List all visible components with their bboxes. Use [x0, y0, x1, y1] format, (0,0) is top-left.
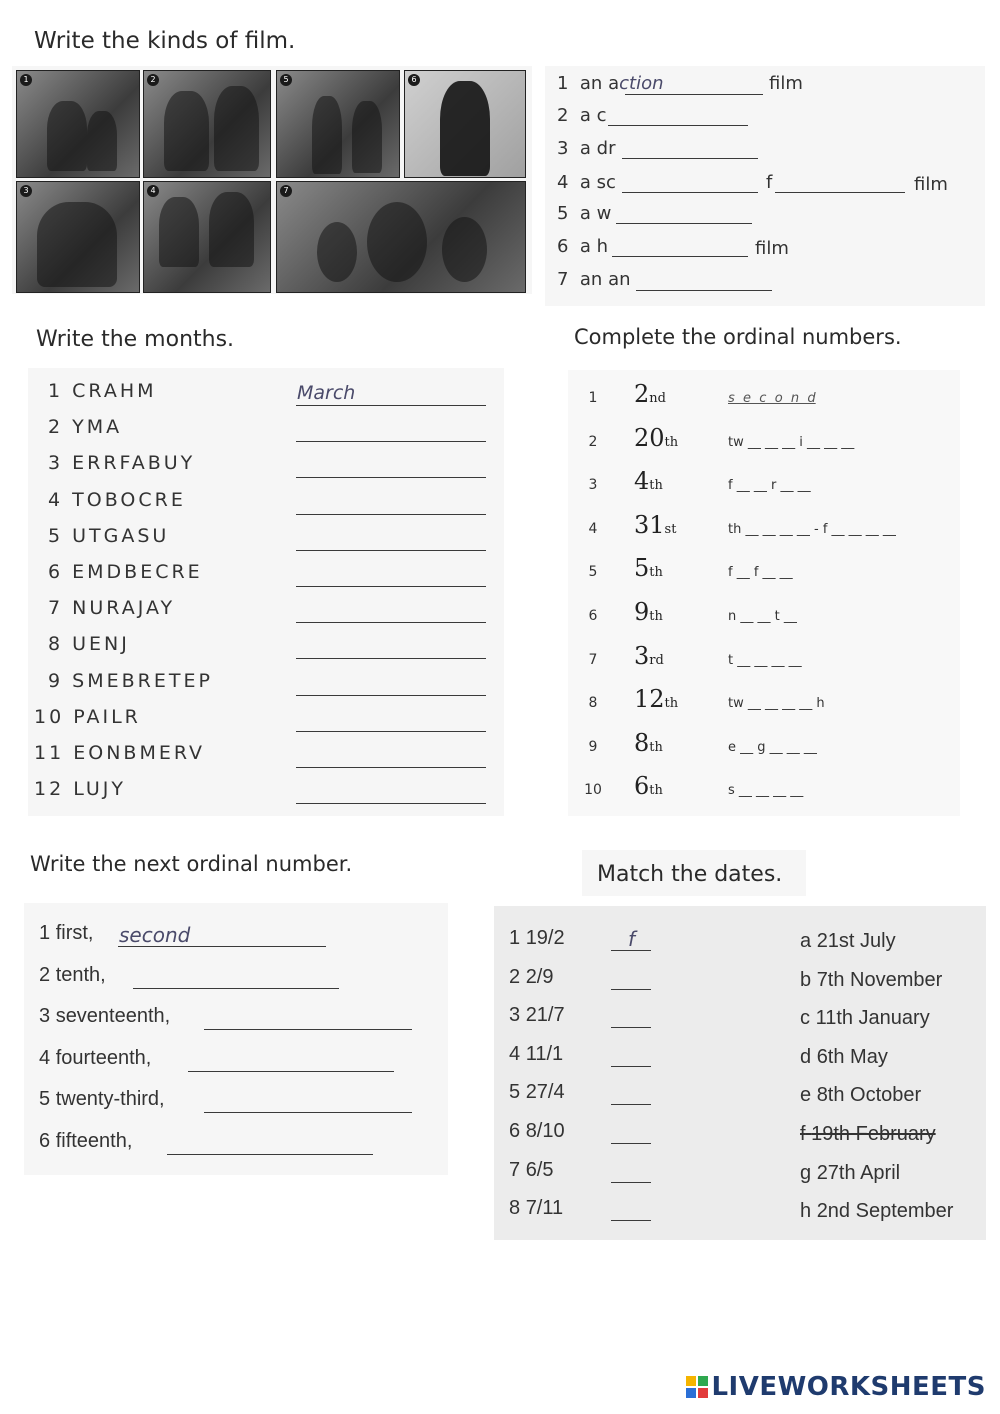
film-photo-6	[404, 70, 526, 178]
answer-line[interactable]	[775, 192, 905, 193]
month-answer-line[interactable]	[296, 477, 486, 478]
item-number: 8	[509, 1197, 521, 1220]
item-number: 7	[48, 597, 64, 620]
ordinal-letter-pattern[interactable]: tw __ __ __ i __ __ __	[728, 434, 855, 450]
ordinal-number	[634, 642, 664, 670]
ordinal-index: 5	[588, 564, 598, 581]
ordinal-letter-pattern[interactable]: s e c o n d	[728, 391, 816, 406]
next-ordinal-item	[39, 1005, 170, 1028]
month-answer-line[interactable]	[296, 731, 486, 732]
date-value: 7/11	[525, 1197, 564, 1220]
item-prefix: a sc	[579, 172, 616, 193]
ordinal-word: tenth,	[55, 963, 106, 986]
item-number: 2	[48, 416, 64, 439]
month-item	[34, 778, 126, 800]
ordinal-index: 1	[588, 390, 598, 406]
date-option	[800, 1200, 953, 1223]
item-number: 3	[557, 138, 569, 159]
date-value: 11/1	[525, 1042, 564, 1065]
months-section-title: Write the months.	[36, 327, 235, 352]
photo-number: 4	[147, 185, 159, 197]
option-text: 8th October	[816, 1084, 922, 1107]
film-photo-1	[16, 70, 140, 178]
ordinal-number	[634, 467, 663, 495]
ordinal-index: 7	[588, 651, 598, 668]
date-value: 2/9	[525, 965, 554, 988]
ordinal-word: seventeenth,	[55, 1005, 171, 1028]
film-item-6	[557, 236, 608, 257]
item-number: 3	[39, 1005, 51, 1028]
item-prefix: a c	[579, 105, 607, 126]
ordinal-number	[634, 380, 666, 408]
item-number: 4	[39, 1046, 51, 1069]
ordinal-letter-pattern[interactable]: n __ __ t __	[728, 609, 797, 624]
ordinal-letter-pattern[interactable]: tw __ __ __ __ h	[728, 696, 825, 712]
scrambled-letters: SMEBRETEP	[72, 669, 213, 692]
month-answer-line[interactable]	[296, 586, 486, 587]
month-item	[48, 380, 157, 402]
ordinal-suffix: th	[664, 696, 679, 712]
month-answer-line[interactable]	[296, 803, 486, 804]
film-item-1-suffix: film	[769, 73, 803, 94]
answer-line[interactable]	[622, 192, 758, 193]
item-number: 7	[509, 1158, 521, 1181]
item-prefix: a dr	[579, 138, 616, 159]
date-value: 27/4	[525, 1081, 565, 1104]
item-answer[interactable]: ction	[619, 73, 664, 94]
scrambled-letters: EMDBECRE	[72, 561, 203, 583]
photo-number: 1	[20, 74, 32, 86]
option-text: 19th February	[811, 1123, 936, 1145]
answer-line[interactable]	[636, 290, 772, 291]
ordinal-letter-pattern[interactable]: th __ __ __ __ - f __ __ __ __	[728, 521, 896, 537]
date-item	[509, 966, 554, 989]
film-photo-7	[276, 181, 526, 293]
ordinal-index: 10	[584, 782, 602, 799]
film-photo-3	[16, 181, 140, 293]
month-item	[48, 597, 175, 619]
film-item-2	[557, 105, 607, 126]
item-number: 4	[509, 1042, 521, 1065]
item-number: 9	[48, 669, 64, 692]
item-number: 5	[557, 203, 569, 224]
item-number: 10	[34, 705, 65, 728]
liveworksheets-logo	[686, 1372, 986, 1402]
month-answer-line[interactable]	[296, 514, 486, 515]
date-answer-line[interactable]	[611, 1220, 651, 1221]
item-number: 1	[509, 927, 521, 949]
ordinal-word: fifteenth,	[55, 1130, 133, 1152]
film-item-4-middle: f	[766, 172, 773, 193]
ordinal-suffix: th	[649, 478, 663, 494]
item-number: 1	[48, 380, 64, 402]
ordinal-digits: 31	[634, 510, 665, 539]
date-answer-line[interactable]	[611, 989, 651, 990]
ordinal-suffix: nd	[649, 391, 666, 406]
logo-text: LIVEWORKSHEETS	[711, 1372, 986, 1402]
item-number: 6	[557, 236, 569, 257]
ordinal-index: 3	[588, 477, 598, 494]
film-item-1	[557, 73, 664, 94]
item-number: 2	[39, 963, 51, 986]
option-letter: f	[800, 1123, 806, 1145]
next-ordinal-item	[39, 964, 106, 987]
item-number: 6	[509, 1120, 521, 1142]
date-value: 6/5	[525, 1158, 554, 1181]
date-item	[509, 1120, 565, 1143]
ordinal-digits: 20	[634, 423, 665, 452]
next-answer-line[interactable]	[133, 988, 339, 989]
option-text: 21st July	[816, 930, 896, 952]
next-ordinal-item	[39, 1047, 151, 1070]
ordinal-word: first,	[55, 922, 94, 944]
month-item	[48, 561, 203, 583]
film-section-title: Write the kinds of film.	[34, 28, 296, 54]
ordinal-suffix: th	[649, 609, 663, 624]
figure-shape	[37, 202, 117, 287]
date-value: 8/10	[525, 1120, 565, 1142]
date-option	[800, 969, 942, 992]
ordinal-index: 9	[588, 738, 598, 755]
ordinal-index: 2	[588, 433, 598, 450]
ordinal-index: 6	[588, 608, 598, 624]
month-item	[48, 670, 213, 692]
answer-line[interactable]	[625, 94, 763, 95]
month-answer-line[interactable]	[296, 441, 486, 442]
ordinal-letter-pattern[interactable]: f __ f __ __	[728, 565, 793, 581]
scrambled-letters: NURAJAY	[72, 597, 176, 620]
date-option	[800, 1007, 930, 1030]
month-answer-line[interactable]	[296, 695, 486, 696]
film-item-3	[557, 138, 615, 159]
date-item	[509, 1004, 565, 1027]
item-number: 2	[557, 105, 569, 126]
date-value: 21/7	[525, 1004, 565, 1027]
date-option	[800, 1123, 936, 1146]
ordinal-index: 8	[588, 695, 598, 712]
ordinal-suffix: th	[649, 739, 663, 755]
film-item-5	[557, 203, 611, 224]
ordinal-digits: 12	[634, 685, 665, 714]
next-ordinal-item	[39, 1130, 132, 1153]
ordinal-letter-pattern[interactable]: t __ __ __ __	[728, 652, 802, 668]
answer-line[interactable]	[616, 223, 752, 224]
date-option	[800, 1046, 888, 1069]
next-answer-line[interactable]	[188, 1071, 394, 1072]
photo-number: 7	[280, 185, 292, 197]
month-item	[34, 742, 205, 764]
month-item	[48, 452, 195, 474]
month-item	[48, 416, 122, 438]
item-number: 4	[557, 172, 569, 193]
ordinals-section-title: Complete the ordinal numbers.	[574, 325, 902, 349]
film-item-4	[557, 172, 616, 193]
next-answer-line[interactable]	[204, 1112, 412, 1113]
item-number: 5	[509, 1081, 521, 1104]
item-prefix: an a	[579, 73, 620, 94]
item-prefix: a w	[579, 203, 612, 224]
figure-shape	[209, 192, 254, 267]
answer-line[interactable]	[612, 256, 748, 257]
ordinal-suffix: th	[649, 783, 663, 799]
month-answer-line[interactable]	[296, 405, 486, 406]
ordinal-letter-pattern[interactable]: f __ __ r __ __	[728, 478, 811, 494]
date-item	[509, 1159, 554, 1182]
month-item	[34, 706, 141, 728]
next-answer-line[interactable]	[167, 1154, 373, 1155]
option-text: 2nd September	[816, 1200, 954, 1223]
ordinal-suffix: th	[664, 434, 679, 450]
figure-shape	[442, 217, 487, 282]
item-number: 8	[48, 633, 64, 656]
ordinal-digits: 6	[634, 772, 650, 801]
next-ordinal-item	[39, 1088, 165, 1111]
figure-shape	[352, 101, 382, 173]
item-number: 7	[557, 269, 569, 290]
ordinal-letter-pattern[interactable]: s __ __ __ __	[728, 783, 804, 799]
ordinal-index: 4	[588, 520, 598, 537]
ordinal-word: fourteenth,	[55, 1046, 152, 1069]
date-option	[800, 1162, 900, 1185]
figure-shape	[87, 111, 117, 171]
figure-shape	[440, 81, 490, 176]
date-item	[509, 1197, 563, 1220]
film-item-6-suffix: film	[755, 238, 789, 259]
ordinal-suffix: th	[649, 565, 663, 581]
option-letter: d	[800, 1045, 812, 1068]
option-letter: c	[800, 1007, 810, 1030]
film-item-7	[557, 269, 631, 290]
photo-number: 2	[147, 74, 159, 86]
next-section-title: Write the next ordinal number.	[30, 852, 353, 876]
item-prefix: an an	[579, 269, 631, 290]
item-number: 2	[509, 965, 521, 988]
scrambled-letters: EONBMERV	[73, 742, 205, 764]
film-photo-5	[276, 70, 400, 178]
film-photo-4	[143, 181, 271, 293]
ordinal-suffix: rd	[649, 652, 664, 668]
option-letter: e	[800, 1084, 812, 1107]
scrambled-letters: TOBOCRE	[72, 488, 186, 511]
date-answer-line[interactable]	[611, 1143, 651, 1144]
logo-icon	[686, 1376, 708, 1398]
item-number: 5	[39, 1088, 51, 1111]
option-text: 7th November	[816, 968, 943, 991]
date-item	[509, 1081, 565, 1104]
ordinal-letter-pattern[interactable]: e __ g __ __ __	[728, 739, 817, 755]
scrambled-letters: CRAHM	[72, 380, 157, 402]
figure-shape	[317, 222, 357, 282]
ordinal-digits: 2	[634, 380, 650, 408]
ordinal-digits: 9	[634, 598, 650, 626]
ordinal-digits: 4	[634, 467, 650, 496]
month-item	[48, 633, 130, 655]
ordinal-word: twenty-third,	[55, 1088, 165, 1111]
ordinal-number	[634, 598, 663, 626]
ordinal-number	[634, 685, 678, 713]
item-number: 12	[34, 778, 65, 801]
item-number: 11	[34, 742, 65, 764]
item-number: 3	[48, 452, 64, 475]
item-number: 6	[39, 1130, 51, 1152]
month-answer-line[interactable]	[296, 767, 486, 768]
item-number: 3	[509, 1004, 521, 1027]
date-answer-line[interactable]	[611, 1104, 651, 1105]
date-answer-line[interactable]	[611, 1066, 651, 1067]
answer-line[interactable]	[608, 125, 748, 126]
month-answer[interactable]: March	[297, 382, 356, 404]
option-letter: g	[800, 1161, 812, 1184]
photo-number: 5	[280, 74, 292, 86]
scrambled-letters: UTGASU	[72, 524, 170, 547]
dates-section-title: Match the dates.	[597, 862, 783, 887]
scrambled-letters: UENJ	[72, 633, 130, 656]
ordinal-number	[634, 772, 663, 800]
dates-panel	[494, 906, 986, 1240]
scrambled-letters: LUJY	[73, 778, 126, 801]
ordinal-suffix: st	[664, 521, 677, 537]
item-number: 6	[48, 561, 64, 583]
option-letter: a	[800, 930, 812, 952]
ordinal-digits: 8	[634, 728, 650, 757]
figure-shape	[164, 91, 209, 171]
item-number: 4	[48, 488, 64, 511]
scrambled-letters: ERRFABUY	[72, 452, 196, 475]
date-answer-line[interactable]	[611, 1027, 651, 1028]
ordinal-digits: 3	[634, 641, 650, 670]
date-option	[800, 1084, 921, 1107]
date-item	[509, 1043, 563, 1066]
item-number: 1	[39, 922, 51, 944]
month-item	[48, 525, 169, 547]
answer-line[interactable]	[622, 158, 758, 159]
item-prefix: a h	[579, 236, 609, 257]
month-item	[48, 489, 186, 511]
next-ordinal-item	[39, 922, 93, 945]
date-answer-line[interactable]	[611, 1182, 651, 1183]
film-photo-2	[143, 70, 271, 178]
scrambled-letters: YMA	[72, 416, 123, 439]
date-value: 19/2	[525, 927, 565, 949]
ordinal-number	[634, 424, 678, 452]
photo-number: 3	[20, 185, 32, 197]
date-option	[800, 930, 896, 953]
option-letter: b	[800, 968, 812, 991]
option-letter: h	[800, 1200, 812, 1223]
ordinal-number	[634, 511, 676, 539]
next-answer[interactable]: second	[119, 923, 191, 947]
film-item-4-suffix: film	[914, 174, 948, 195]
date-answer[interactable]: f	[628, 927, 636, 951]
option-text: 11th January	[815, 1007, 930, 1030]
date-item	[509, 927, 565, 950]
month-answer-line[interactable]	[296, 622, 486, 623]
photo-number: 6	[408, 74, 420, 86]
ordinal-digits: 5	[634, 554, 650, 583]
figure-shape	[367, 202, 427, 282]
ordinal-number	[634, 729, 663, 757]
figure-shape	[312, 96, 342, 174]
month-answer-line[interactable]	[296, 658, 486, 659]
item-number: 1	[557, 73, 569, 94]
figure-shape	[214, 86, 259, 171]
next-answer-line[interactable]	[204, 1029, 412, 1030]
month-answer-line[interactable]	[296, 550, 486, 551]
option-text: 27th April	[816, 1161, 901, 1184]
figure-shape	[159, 197, 199, 267]
figure-shape	[47, 101, 87, 171]
option-text: 6th May	[816, 1045, 888, 1068]
ordinal-number	[634, 554, 663, 582]
scrambled-letters: PAILR	[73, 705, 141, 728]
item-number: 5	[48, 524, 64, 547]
